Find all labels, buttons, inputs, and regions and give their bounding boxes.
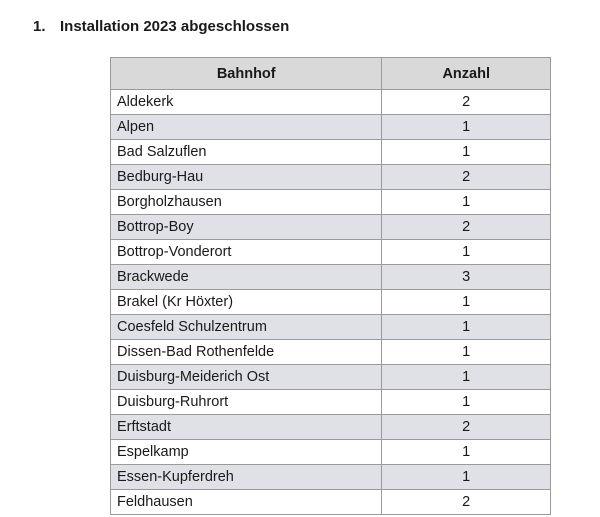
station-name: Essen-Kupferdreh [111, 465, 382, 490]
table-row [111, 140, 551, 165]
table-row [111, 115, 551, 140]
table-header-row [111, 58, 551, 90]
station-name: Aldekerk [111, 90, 382, 115]
table-row [111, 365, 551, 390]
station-count: 3 [382, 265, 551, 290]
station-count: 2 [382, 215, 551, 240]
section-number: 1. [33, 18, 46, 35]
station-count: 1 [382, 140, 551, 165]
table-row [111, 340, 551, 365]
station-name: Erftstadt [111, 415, 382, 440]
table-row [111, 390, 551, 415]
station-count: 1 [382, 240, 551, 265]
station-name: Brackwede [111, 265, 382, 290]
station-count: 1 [382, 290, 551, 315]
station-count: 1 [382, 315, 551, 340]
station-count: 2 [382, 165, 551, 190]
section-heading [33, 18, 289, 35]
station-count: 1 [382, 440, 551, 465]
table-row [111, 490, 551, 515]
station-count: 2 [382, 415, 551, 440]
table-row [111, 290, 551, 315]
station-table [110, 57, 551, 515]
station-count: 1 [382, 390, 551, 415]
station-count: 2 [382, 490, 551, 515]
station-name: Alpen [111, 115, 382, 140]
station-name: Borgholzhausen [111, 190, 382, 215]
station-name: Espelkamp [111, 440, 382, 465]
table-row [111, 215, 551, 240]
station-name: Bad Salzuflen [111, 140, 382, 165]
table-row [111, 315, 551, 340]
table-row [111, 240, 551, 265]
column-header-bahnhof: Bahnhof [111, 58, 382, 90]
station-count: 1 [382, 365, 551, 390]
station-count: 1 [382, 465, 551, 490]
station-name: Bottrop-Boy [111, 215, 382, 240]
station-name: Dissen-Bad Rothenfelde [111, 340, 382, 365]
table-row [111, 415, 551, 440]
station-count: 1 [382, 340, 551, 365]
station-name: Bottrop-Vonderort [111, 240, 382, 265]
table-row [111, 465, 551, 490]
table-row [111, 440, 551, 465]
station-name: Feldhausen [111, 490, 382, 515]
station-count: 2 [382, 90, 551, 115]
section-title: Installation 2023 abgeschlossen [60, 18, 290, 35]
table-row [111, 190, 551, 215]
station-count: 1 [382, 190, 551, 215]
station-name: Coesfeld Schulzentrum [111, 315, 382, 340]
table-row [111, 265, 551, 290]
table-row [111, 165, 551, 190]
station-name: Duisburg-Meiderich Ost [111, 365, 382, 390]
station-name: Bedburg-Hau [111, 165, 382, 190]
station-count: 1 [382, 115, 551, 140]
column-header-anzahl: Anzahl [382, 58, 551, 90]
table-row [111, 90, 551, 115]
station-name: Duisburg-Ruhrort [111, 390, 382, 415]
station-name: Brakel (Kr Höxter) [111, 290, 382, 315]
